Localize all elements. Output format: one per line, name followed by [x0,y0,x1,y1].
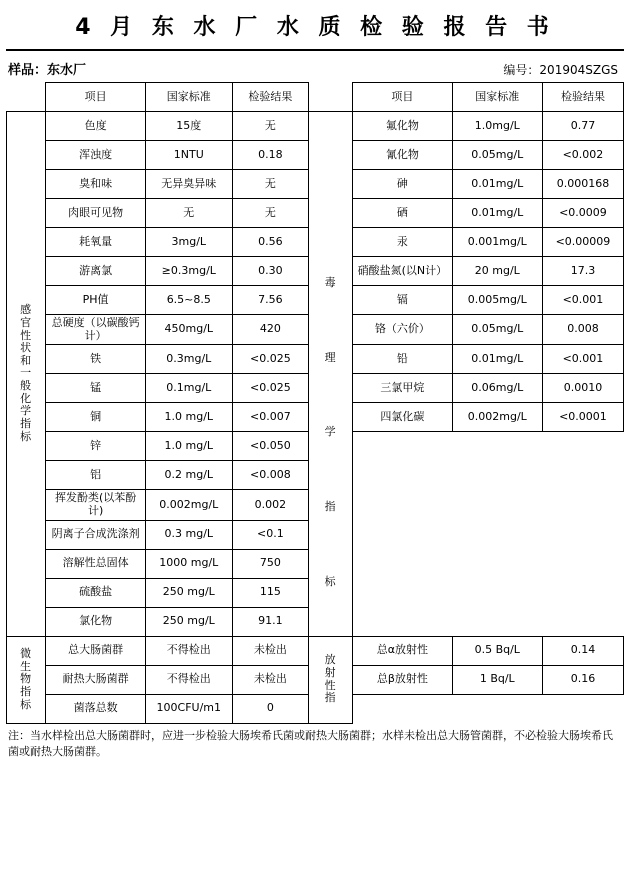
cell-item: 锰 [46,374,146,403]
cell-item: 溶解性总固体 [46,549,146,578]
cell-empty [452,694,542,723]
cell-result: 750 [232,549,308,578]
cell-item: 臭和味 [46,170,146,199]
cell-result: 无 [232,112,308,141]
cell-standard: 不得检出 [145,636,232,665]
cell-result: 0 [232,694,308,723]
cell-item: 四氯化碳 [353,403,453,432]
table-header-row [7,83,624,112]
table-row [7,112,624,141]
spacer-left [7,83,46,112]
cell-item: 铅 [353,345,453,374]
group-label-microbiology: 微 生 物 指 标 [7,636,46,723]
cell-item: 硫酸盐 [46,578,146,607]
header-result-right: 检验结果 [542,83,623,112]
cell-empty [542,461,623,490]
cell-standard: 1.0 mg/L [145,432,232,461]
cell-result: 0.18 [232,141,308,170]
cell-standard: 无异臭异味 [145,170,232,199]
cell-standard: 3mg/L [145,228,232,257]
cell-standard: 250 mg/L [145,607,232,636]
header-result-left: 检验结果 [232,83,308,112]
cell-item: 汞 [353,228,453,257]
cell-item: 阴离子合成洗涤剂 [46,520,146,549]
cell-empty [452,549,542,578]
cell-result: 0.000168 [542,170,623,199]
cell-item: 氰化物 [353,141,453,170]
cell-item: 总大肠菌群 [46,636,146,665]
cell-standard: 1.0 mg/L [145,403,232,432]
cell-result: <0.008 [232,461,308,490]
cell-result: 17.3 [542,257,623,286]
cell-item: 镉 [353,286,453,315]
cell-standard: 0.3mg/L [145,345,232,374]
cell-standard: 1.0mg/L [452,112,542,141]
cell-item: 硒 [353,199,453,228]
cell-standard: 6.5~8.5 [145,286,232,315]
cell-result: <0.007 [232,403,308,432]
cell-item: 硝酸盐氮(以N计） [353,257,453,286]
cell-empty [353,520,453,549]
cell-empty [353,578,453,607]
water-quality-table [6,82,624,724]
cell-item: 肉眼可见物 [46,199,146,228]
cell-empty [542,490,623,520]
cell-result: 91.1 [232,607,308,636]
cell-standard: 0.001mg/L [452,228,542,257]
cell-item: 总硬度（以碳酸钙计） [46,315,146,345]
cell-empty [452,607,542,636]
cell-empty [542,578,623,607]
cell-result: 0.16 [542,665,623,694]
cell-item: 铝 [46,461,146,490]
cell-result: 0.002 [232,490,308,520]
cell-item: 耐热大肠菌群 [46,665,146,694]
cell-standard: 0.01mg/L [452,199,542,228]
cell-standard: 0.5 Bq/L [452,636,542,665]
table-row [7,636,624,665]
cell-empty [452,490,542,520]
cell-item: 总α放射性 [353,636,453,665]
cell-standard: 1NTU [145,141,232,170]
cell-item: 游离氯 [46,257,146,286]
cell-empty [452,432,542,461]
cell-result: 未检出 [232,636,308,665]
header-item-right: 项目 [353,83,453,112]
cell-empty [542,549,623,578]
cell-standard: 0.05mg/L [452,315,542,345]
cell-result: <0.001 [542,286,623,315]
cell-result: 0.56 [232,228,308,257]
cell-item: PH值 [46,286,146,315]
cell-result: 115 [232,578,308,607]
cell-standard: 不得检出 [145,665,232,694]
cell-standard: 0.06mg/L [452,374,542,403]
cell-result: 0.0010 [542,374,623,403]
header-standard-left: 国家标准 [145,83,232,112]
cell-result: 未检出 [232,665,308,694]
cell-result: 0.008 [542,315,623,345]
cell-standard: 0.005mg/L [452,286,542,315]
cell-result: <0.00009 [542,228,623,257]
cell-item: 浑浊度 [46,141,146,170]
cell-empty [353,461,453,490]
group-label-radioactivity: 放 射 性 指 [309,636,353,723]
cell-result: <0.025 [232,374,308,403]
cell-item: 铬（六价） [353,315,453,345]
cell-result: 0.14 [542,636,623,665]
cell-standard: 0.3 mg/L [145,520,232,549]
spacer-mid [309,83,353,112]
cell-standard: 无 [145,199,232,228]
header-item-left: 项目 [46,83,146,112]
cell-standard: 100CFU/m1 [145,694,232,723]
cell-standard: 0.002mg/L [145,490,232,520]
meta-row [0,51,630,82]
cell-result: <0.0009 [542,199,623,228]
cell-result: <0.002 [542,141,623,170]
cell-empty [542,520,623,549]
cell-empty [452,461,542,490]
page-title: 4 月 东 水 厂 水 质 检 验 报 告 书 [75,15,555,40]
cell-standard: 1000 mg/L [145,549,232,578]
cell-result: 无 [232,199,308,228]
cell-standard: 15度 [145,112,232,141]
group-label-toxicology: 毒 理 学 指 标 [309,112,353,637]
cell-item: 氟化物 [353,112,453,141]
cell-item: 挥发酚类(以苯酚计) [46,490,146,520]
cell-standard: 1 Bq/L [452,665,542,694]
cell-item: 铜 [46,403,146,432]
cell-empty [353,607,453,636]
cell-result: 0.30 [232,257,308,286]
cell-item: 锌 [46,432,146,461]
cell-empty [353,490,453,520]
cell-empty [542,694,623,723]
header-standard-right: 国家标准 [452,83,542,112]
cell-result: <0.025 [232,345,308,374]
cell-item: 总β放射性 [353,665,453,694]
cell-standard: 0.05mg/L [452,141,542,170]
cell-item: 砷 [353,170,453,199]
footer-note: 注：当水样检出总大肠菌群时，应进一步检验大肠埃希氏菌或耐热大肠菌群；水样未检出总大肠管菌群，不必检验大肠埃希氏菌或耐热大肠菌群。 [8,728,613,759]
cell-item: 氯化物 [46,607,146,636]
cell-standard: 0.1mg/L [145,374,232,403]
cell-empty [353,694,453,723]
cell-empty [452,520,542,549]
cell-standard: 0.2 mg/L [145,461,232,490]
cell-result: 无 [232,170,308,199]
sample-label: 样品：东水厂 [8,63,87,78]
cell-empty [542,607,623,636]
cell-standard: 0.01mg/L [452,345,542,374]
cell-item: 三氯甲烷 [353,374,453,403]
cell-standard: 20 mg/L [452,257,542,286]
cell-result: <0.1 [232,520,308,549]
cell-standard: 0.01mg/L [452,170,542,199]
cell-standard: ≥0.3mg/L [145,257,232,286]
cell-item: 菌落总数 [46,694,146,723]
cell-result: <0.0001 [542,403,623,432]
cell-item: 铁 [46,345,146,374]
cell-result: <0.050 [232,432,308,461]
cell-empty [353,432,453,461]
cell-empty [353,549,453,578]
group-label-sensory: 感 官 性 状 和 一 般 化 学 指 标 [7,112,46,637]
cell-empty [452,578,542,607]
cell-result: 420 [232,315,308,345]
cell-empty [542,432,623,461]
cell-standard: 250 mg/L [145,578,232,607]
cell-result: 7.56 [232,286,308,315]
cell-standard: 0.002mg/L [452,403,542,432]
cell-standard: 450mg/L [145,315,232,345]
cell-item: 色度 [46,112,146,141]
report-code: 编号：201904SZGS [503,63,618,77]
cell-result: 0.77 [542,112,623,141]
cell-item: 耗氧量 [46,228,146,257]
cell-result: <0.001 [542,345,623,374]
